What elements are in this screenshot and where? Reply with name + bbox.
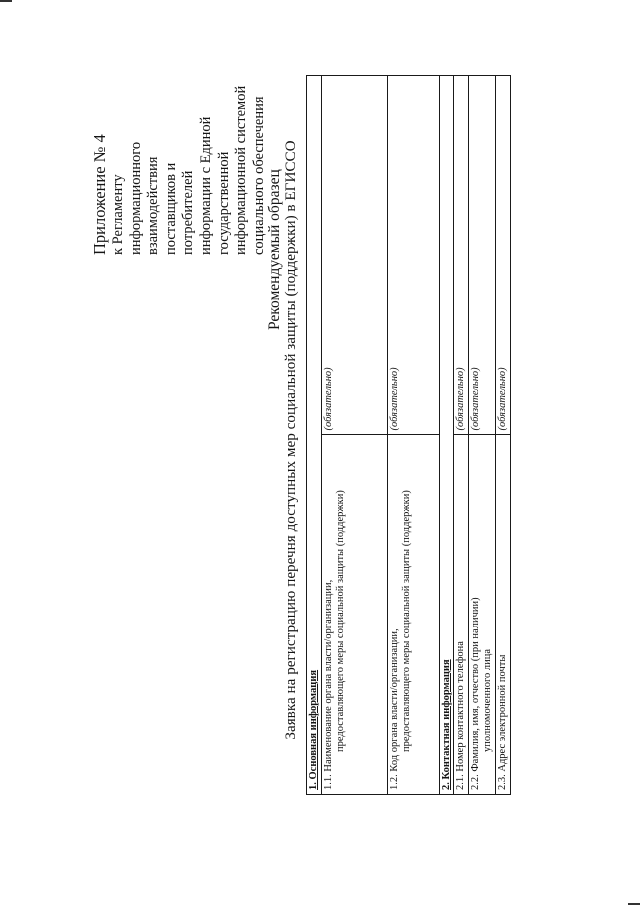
form-title: Заявка на регистрацию перечня доступных мер социальной защиты (поддержки) в ЕГИССО [282, 140, 299, 740]
appendix-line: взаимодействия [145, 156, 162, 255]
field-label: 2.3. Адрес электронной почты [495, 435, 510, 795]
appendix-line: государственной [215, 151, 232, 255]
appendix-line: Приложение № 4 [90, 134, 109, 255]
appendix-line: информации с Единой [197, 116, 214, 255]
field-value[interactable] [387, 76, 439, 436]
field-value[interactable] [321, 76, 387, 436]
sample-mark: Рекомендуемый образец [266, 169, 283, 330]
appendix-line: социального обеспечения [250, 96, 267, 255]
field-label-first: 1.2. Код органа власти/организации, [388, 628, 400, 790]
field-value[interactable] [454, 76, 469, 436]
field-label: 2.1. Номер контактного телефона [454, 435, 469, 795]
required-flag: (обязательно) [469, 367, 481, 431]
field-label [321, 435, 387, 795]
field-label-rest: уполномоченного лица [482, 648, 494, 752]
application-table [306, 75, 511, 795]
required-flag: (обязательно) [496, 367, 508, 431]
appendix-line: поставщиков и потребителей [162, 162, 197, 255]
field-label-rest: предоставляющего меры социальной защиты (поддержки) [401, 490, 413, 752]
required-flag: (обязательно) [455, 367, 467, 431]
table-row [495, 76, 510, 795]
field-label [387, 435, 439, 795]
required-flag: (обязательно) [388, 367, 400, 431]
section-heading-basic: 1. Основная информация [307, 76, 322, 795]
table-row [387, 76, 439, 795]
section-heading-contacts: 2. Контактная информация [439, 76, 454, 795]
field-value[interactable] [495, 76, 510, 436]
appendix-line: к Регламенту [110, 174, 126, 255]
field-label [468, 435, 495, 795]
table-row [321, 76, 387, 795]
required-flag: (обязательно) [322, 367, 334, 431]
field-label-first: 1.1. Наименование органа власти/организации, [322, 579, 334, 790]
field-value[interactable] [468, 76, 495, 436]
scan-mark-top [0, 0, 12, 2]
table-row [454, 76, 469, 795]
appendix-line: информационного [127, 141, 144, 255]
table-row [468, 76, 495, 795]
field-label-rest: предоставляющего меры социальной защиты (поддержки) [335, 490, 347, 752]
section-row [307, 76, 322, 795]
field-label-first: 2.2. Фамилия, имя, отчество (при наличии) [469, 597, 481, 790]
appendix-heading [90, 75, 268, 255]
appendix-line: информационной системой [233, 85, 250, 255]
section-row [439, 76, 454, 795]
